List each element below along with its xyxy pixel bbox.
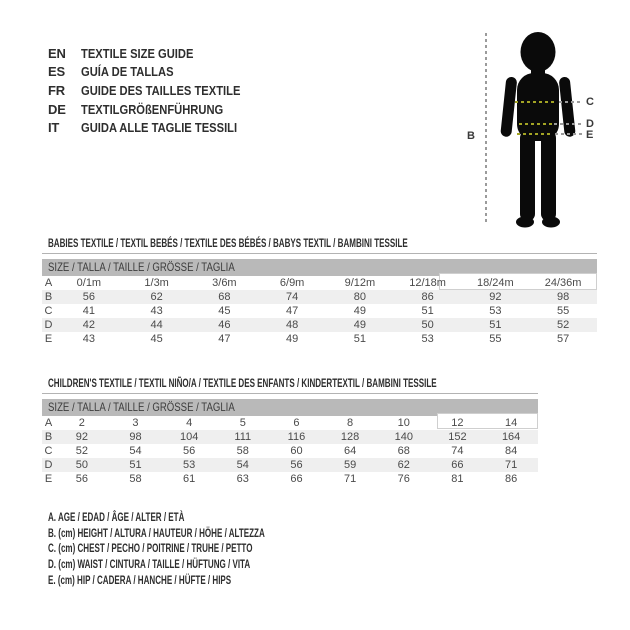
child-silhouette xyxy=(500,31,576,229)
table-cell: 50 xyxy=(75,459,88,471)
table-cell: 50 xyxy=(421,319,434,331)
language-title: GUIDA ALLE TAGLIE TESSILI xyxy=(81,120,238,136)
table-cell: 56 xyxy=(75,473,88,485)
legend-line-hip: E. (cm) HIP / CADERA / HANCHE / HÜFTE / HIPS xyxy=(48,572,232,587)
hip-label: E xyxy=(586,129,594,141)
table-row xyxy=(42,304,597,318)
language-row xyxy=(48,81,266,100)
row-label: A xyxy=(44,417,53,429)
table-row xyxy=(42,458,538,472)
table-cell: 41 xyxy=(82,305,95,317)
table-cell: 104 xyxy=(179,431,199,443)
table-cell: 98 xyxy=(557,291,570,303)
table-cell: 53 xyxy=(183,459,196,471)
table-cell: 71 xyxy=(343,473,357,485)
table-cell: 68 xyxy=(397,445,410,457)
table-cell: 56 xyxy=(183,445,196,457)
table-cell: 116 xyxy=(287,431,306,443)
table-cell: 18/24m xyxy=(477,277,514,289)
table-cell: 6/9m xyxy=(279,277,305,289)
legend-line-chest: C. (cm) CHEST / PECHO / POITRINE / TRUHE / PETTO xyxy=(48,541,253,556)
table-cell: 0/1m xyxy=(76,277,102,289)
language-code: ES xyxy=(48,64,65,80)
table-cell: 4 xyxy=(186,417,193,429)
table-cell: 63 xyxy=(236,473,249,485)
table-row xyxy=(42,318,597,332)
table-cell: 14 xyxy=(505,417,518,429)
table-cell: 66 xyxy=(290,473,303,485)
table-cell: 49 xyxy=(353,305,366,317)
table-cell: 58 xyxy=(129,473,142,485)
table-cell: 43 xyxy=(150,305,163,317)
legend-line-waist: D. (cm) WAIST / CINTURA / TAILLE / HÜFTUNG / VITA xyxy=(48,557,251,572)
size-header-bar: SIZE / TALLA / TAILLE / GRÖSSE / TAGLIA xyxy=(42,399,538,416)
babies-table-title: BABIES TEXTILE / TEXTIL BEBÉS / TEXTILE DES BÉBÉS / BABYS TEXTIL / BAMBINI TESSILE xyxy=(48,236,408,250)
language-code: IT xyxy=(48,120,60,136)
table-cell: 164 xyxy=(501,431,521,443)
table-row xyxy=(42,472,538,486)
table-cell: 47 xyxy=(218,333,231,345)
table-top-rule xyxy=(42,253,597,254)
table-cell: 51 xyxy=(129,459,142,471)
table-cell: 46 xyxy=(218,319,231,331)
table-cell: 51 xyxy=(353,333,366,345)
table-cell: 74 xyxy=(451,445,464,457)
table-cell: 111 xyxy=(234,431,252,443)
size-header-bar: SIZE / TALLA / TAILLE / GRÖSSE / TAGLIA xyxy=(42,259,597,276)
table-cell: 74 xyxy=(286,291,299,303)
table-cell: 12/18m xyxy=(409,277,446,289)
table-cell: 51 xyxy=(489,319,502,331)
row-label: D xyxy=(44,459,53,471)
table-cell: 84 xyxy=(505,445,518,457)
table-cell: 5 xyxy=(239,417,246,429)
table-cell: 47 xyxy=(286,305,299,317)
table-cell: 71 xyxy=(505,459,518,471)
table-cell: 128 xyxy=(340,431,360,443)
table-cell: 56 xyxy=(82,291,95,303)
table-cell: 98 xyxy=(129,431,142,443)
language-row xyxy=(48,63,266,82)
table-cell: 48 xyxy=(286,319,299,331)
measurement-legend xyxy=(48,510,372,588)
table-cell: 42 xyxy=(82,319,95,331)
waist-body-dash-line xyxy=(519,123,552,125)
waist-label: D xyxy=(586,118,594,130)
table-row xyxy=(42,430,538,444)
table-cell: 59 xyxy=(343,459,357,471)
babies-size-table xyxy=(42,276,597,346)
language-title: GUIDE DES TAILLES TEXTILE xyxy=(81,82,241,98)
language-code: DE xyxy=(48,101,66,117)
babies-size-table-block xyxy=(42,253,597,346)
table-cell: 64 xyxy=(343,445,357,457)
table-cell: 43 xyxy=(82,333,95,345)
table-cell: 3 xyxy=(132,417,139,429)
table-cell: 49 xyxy=(353,319,366,331)
table-cell: 1/3m xyxy=(144,277,169,289)
table-cell: 8 xyxy=(347,417,354,429)
row-label: A xyxy=(44,277,53,289)
table-cell: 24/36m xyxy=(544,277,582,289)
table-cell: 81 xyxy=(451,473,464,485)
table-cell: 52 xyxy=(557,319,570,331)
chest-body-dash-line xyxy=(515,101,556,103)
table-cell: 55 xyxy=(489,333,502,345)
language-row xyxy=(48,118,266,137)
language-title: TEXTILE SIZE GUIDE xyxy=(81,45,194,61)
table-cell: 44 xyxy=(150,319,163,331)
table-cell: 66 xyxy=(451,459,464,471)
chest-guide-dash-line xyxy=(559,101,583,103)
table-cell: 12 xyxy=(451,417,464,429)
table-top-rule xyxy=(42,393,538,394)
children-table-title: CHILDREN'S TEXTILE / TEXTIL NIÑO/A / TEXTILE DES ENFANTS / KINDERTEXTIL / BAMBINI TESSILE xyxy=(48,376,437,390)
table-cell: 62 xyxy=(150,291,163,303)
table-cell: 80 xyxy=(353,291,366,303)
table-cell: 3/6m xyxy=(212,277,237,289)
language-row xyxy=(48,44,266,63)
row-label: C xyxy=(44,445,53,457)
hip-body-dash-line xyxy=(517,133,553,135)
table-row xyxy=(42,444,538,458)
table-row xyxy=(42,332,597,346)
table-cell: 58 xyxy=(236,445,249,457)
table-cell: 140 xyxy=(394,431,413,443)
height-label: B xyxy=(467,130,475,142)
table-cell: 54 xyxy=(236,459,249,471)
table-cell: 10 xyxy=(397,417,410,429)
table-cell: 60 xyxy=(290,445,303,457)
waist-guide-dash-line xyxy=(554,123,583,125)
language-title: GUÍA DE TALLAS xyxy=(81,64,174,80)
table-cell: 9/12m xyxy=(344,277,376,289)
table-cell: 92 xyxy=(489,291,502,303)
table-cell: 45 xyxy=(150,333,163,345)
table-cell: 45 xyxy=(218,305,231,317)
table-cell: 53 xyxy=(489,305,502,317)
table-cell: 2 xyxy=(78,417,85,429)
table-cell: 52 xyxy=(75,445,88,457)
table-cell: 86 xyxy=(505,473,518,485)
height-dashed-line xyxy=(485,33,487,223)
language-title-list xyxy=(48,44,266,137)
table-row xyxy=(42,416,538,430)
legend-line-height: B. (cm) HEIGHT / ALTURA / HAUTEUR / HÖHE / ALTEZZA xyxy=(48,525,265,540)
table-cell: 61 xyxy=(183,473,196,485)
table-row xyxy=(42,290,597,304)
language-code: FR xyxy=(48,82,65,98)
row-label: C xyxy=(44,305,53,317)
children-size-table-block xyxy=(42,393,538,486)
hip-guide-dash-line xyxy=(555,133,583,135)
table-cell: 152 xyxy=(448,431,467,443)
table-cell: 57 xyxy=(557,333,570,345)
row-label: B xyxy=(44,431,53,443)
legend-line-age: A. AGE / EDAD / ÂGE / ALTER / ETÀ xyxy=(48,510,185,524)
table-cell: 68 xyxy=(218,291,231,303)
table-cell: 56 xyxy=(290,459,303,471)
table-cell: 76 xyxy=(397,473,410,485)
row-label: D xyxy=(44,319,53,331)
language-code: EN xyxy=(48,45,66,61)
children-size-table xyxy=(42,416,538,486)
table-cell: 86 xyxy=(421,291,434,303)
table-cell: 55 xyxy=(557,305,570,317)
row-label: B xyxy=(44,291,53,303)
language-row xyxy=(48,100,266,119)
row-label: E xyxy=(44,473,53,485)
table-cell: 51 xyxy=(421,305,434,317)
table-cell: 6 xyxy=(293,417,300,429)
table-row xyxy=(42,276,597,290)
language-title: TEXTILGRÖßENFÜHRUNG xyxy=(81,101,224,117)
table-cell: 62 xyxy=(397,459,410,471)
table-cell: 53 xyxy=(421,333,434,345)
row-label: E xyxy=(44,333,53,345)
table-cell: 54 xyxy=(129,445,142,457)
table-cell: 92 xyxy=(75,431,88,443)
chest-label: C xyxy=(586,96,594,108)
table-cell: 49 xyxy=(286,333,299,345)
